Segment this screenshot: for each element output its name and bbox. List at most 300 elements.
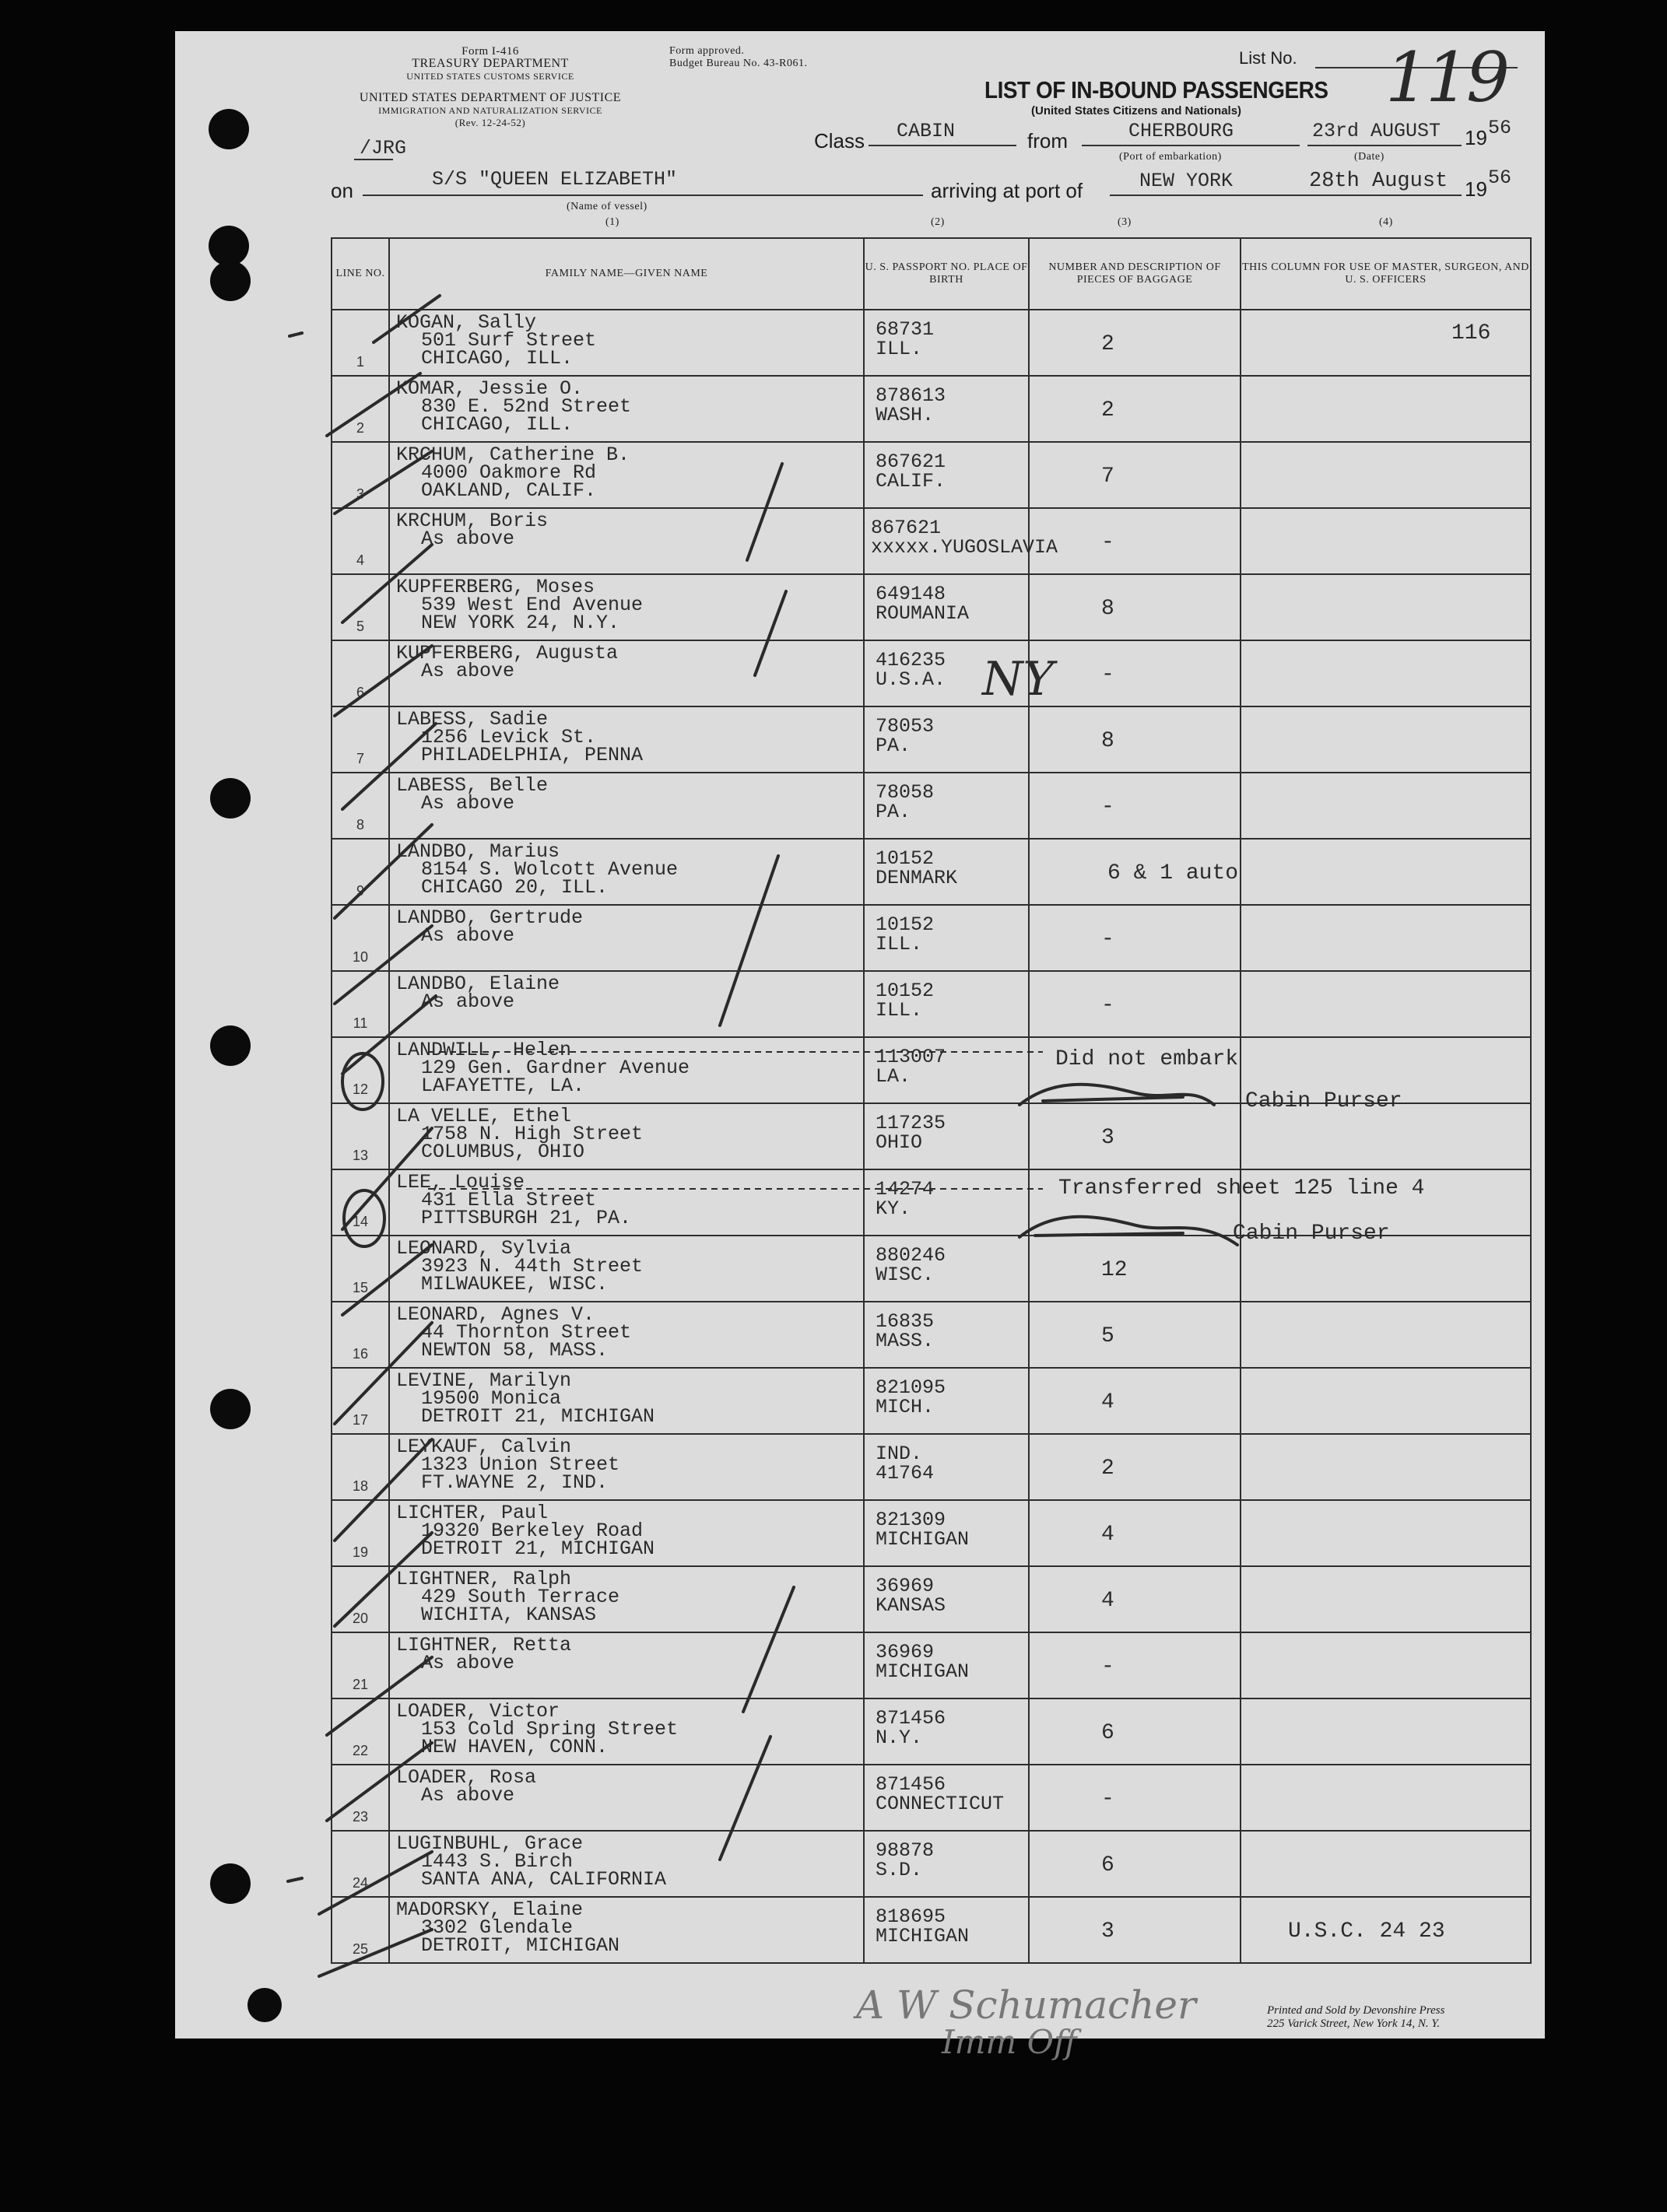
printer-info: [1267, 2004, 1444, 2031]
baggage-count: 6: [1101, 1853, 1114, 1877]
passenger-entry: [396, 1636, 571, 1672]
place-of-birth: U.S.A.: [876, 668, 946, 691]
passenger-entry: [396, 578, 643, 632]
line-number: 1: [356, 354, 364, 370]
baggage-count: 4: [1101, 1589, 1114, 1613]
col-1-caption: (1): [605, 216, 619, 228]
baggage-count: -: [1101, 927, 1114, 952]
form-title: LIST OF IN-BOUND PASSENGERS: [984, 76, 1328, 103]
line-number: 2: [356, 420, 364, 436]
table-row: [332, 971, 1531, 1037]
passenger-entry: [396, 443, 630, 502]
on-label: on: [331, 179, 353, 202]
passport-cell: [864, 1500, 1029, 1566]
passenger-name-cell: [389, 1897, 864, 1963]
class-value: CABIN: [897, 120, 956, 142]
passenger-name: KRCHUM, Catherine B.: [396, 443, 630, 466]
passport-entry: [876, 783, 934, 822]
passport-cell: [864, 1698, 1029, 1765]
baggage-count: 4: [1101, 1523, 1114, 1547]
table-row: [332, 706, 1531, 773]
passport-number: 68731: [876, 318, 935, 341]
passport-entry: [876, 981, 934, 1020]
baggage-cell: [1029, 1434, 1241, 1500]
table-row: [332, 1632, 1531, 1698]
binder-hole: [210, 261, 251, 301]
officer-cell: [1241, 773, 1531, 839]
passport-number: 880246: [876, 1244, 946, 1267]
ins-service: IMMIGRATION AND NATURALIZATION SERVICE: [378, 105, 602, 116]
officer-cell: [1241, 1698, 1531, 1765]
from-underline: [1082, 145, 1300, 146]
table-row: [332, 1765, 1531, 1831]
baggage-count: -: [1101, 663, 1114, 687]
passenger-name-cell: [389, 773, 864, 839]
line-number: 12: [352, 1081, 369, 1097]
passenger-address-2: CHICAGO, ILL.: [421, 347, 574, 370]
vessel-caption: (Name of vessel): [567, 201, 647, 212]
table-row: [332, 1698, 1531, 1765]
officer-note: U.S.C. 24 23: [1288, 1919, 1445, 1944]
baggage-count: 4: [1101, 1390, 1114, 1414]
arrival-date: 28th August: [1309, 170, 1448, 193]
line-number: 22: [352, 1743, 369, 1758]
passport-cell: [864, 1632, 1029, 1698]
line-number: 13: [352, 1148, 369, 1163]
line-number: 20: [352, 1611, 369, 1626]
passenger-name: LABESS, Sadie: [396, 708, 549, 731]
officer-cell: [1241, 839, 1531, 905]
line-number: 6: [356, 685, 364, 700]
passenger-name-cell: [389, 1698, 864, 1765]
passport-number: 821095: [876, 1376, 946, 1399]
passport-cell: [864, 508, 1058, 574]
line-number: 15: [352, 1280, 369, 1295]
passenger-address-1: 8154 S. Wolcott Avenue: [421, 858, 679, 881]
line-number-cell: [332, 1897, 389, 1963]
list-no-value: 119: [1385, 37, 1507, 117]
line-number-cell: [332, 376, 389, 442]
officer-cell: [1241, 508, 1531, 574]
passport-number: 14274: [876, 1178, 935, 1201]
baggage-count: 5: [1101, 1324, 1114, 1348]
binder-hole: [247, 1988, 282, 2022]
baggage-count: -: [1101, 994, 1114, 1018]
passenger-name: LOADER, Rosa: [396, 1766, 537, 1789]
from-label: from: [1027, 129, 1068, 152]
passport-cell: [864, 376, 1029, 442]
passenger-address-1: 431 Ella Street: [421, 1189, 597, 1211]
passport-cell: [864, 442, 1029, 508]
passport-entry: [876, 1709, 946, 1748]
passenger-address-1: As above: [421, 1784, 515, 1807]
passport-number: 818695: [876, 1905, 946, 1928]
passenger-name-cell: [389, 1169, 864, 1236]
arrival-port: NEW YORK: [1139, 170, 1234, 192]
passenger-entry: [396, 1041, 690, 1095]
passenger-name: LICHTER, Paul: [396, 1502, 549, 1524]
line-number-cell: [332, 905, 389, 971]
passenger-entry: [396, 774, 549, 815]
class-underline: [869, 145, 1016, 146]
passport-entry: [876, 1047, 946, 1086]
baggage-cell: [1029, 1368, 1241, 1434]
baggage-cell: [1029, 773, 1241, 839]
passport-number: 36969: [876, 1575, 935, 1597]
baggage-cell: [1029, 1566, 1241, 1632]
passenger-name: MADORSKY, Elaine: [396, 1898, 584, 1921]
binder-hole: [210, 778, 251, 819]
place-of-birth: MICHIGAN: [876, 1925, 970, 1947]
officer-cell: [1241, 706, 1531, 773]
table-row: [332, 574, 1531, 640]
passenger-name-cell: [389, 1434, 864, 1500]
place-of-birth: KANSAS: [876, 1594, 946, 1617]
justice-dept-block: [319, 92, 662, 129]
baggage-count: -: [1101, 531, 1114, 555]
passport-number: 113007: [876, 1046, 946, 1068]
passport-number: 878613: [876, 384, 946, 407]
passenger-entry: [396, 644, 618, 680]
place-of-birth: ILL.: [876, 999, 923, 1022]
passport-cell: [864, 1037, 1029, 1103]
passenger-address-2: LAFAYETTE, LA.: [421, 1074, 585, 1097]
passenger-address-2: COLUMBUS, OHIO: [421, 1141, 585, 1163]
place-of-birth: 41764: [876, 1462, 935, 1485]
table-row: [332, 1434, 1531, 1500]
passenger-address-1: 1323 Union Street: [421, 1453, 620, 1476]
place-of-birth: S.D.: [876, 1859, 923, 1881]
passenger-address-2: NEWTON 58, MASS.: [421, 1339, 609, 1362]
passport-number: IND.: [876, 1443, 923, 1465]
passenger-address-2: MILWAUKEE, WISC.: [421, 1273, 609, 1295]
passport-cell: [864, 773, 1029, 839]
passport-cell: [864, 1236, 1029, 1302]
form-header-left: [327, 45, 654, 82]
passenger-name: KRCHUM, Boris: [396, 510, 549, 532]
vessel-underline: [363, 195, 923, 196]
passport-cell: [864, 574, 1029, 640]
baggage-count: -: [1101, 1655, 1114, 1679]
form-number: Form I-416: [461, 45, 519, 58]
ny-handwritten: NY: [982, 652, 1055, 706]
passport-entry: [876, 452, 946, 491]
passport-cell: [864, 706, 1029, 773]
officer-cell: [1241, 640, 1531, 706]
baggage-cell: [1029, 1236, 1241, 1302]
passenger-entry: [396, 1303, 632, 1362]
baggage-count: 3: [1101, 1126, 1114, 1150]
passport-number: 867621: [871, 517, 942, 539]
table-row: [332, 508, 1531, 574]
place-of-birth: LA.: [876, 1065, 911, 1088]
passenger-entry: [396, 1766, 537, 1807]
line-number-cell: [332, 1566, 389, 1632]
officer-cell: [1241, 310, 1531, 376]
passenger-address-2: DETROIT 21, MICHIGAN: [421, 1405, 655, 1428]
date-underline: [1307, 145, 1462, 146]
officer-cell: [1241, 1368, 1531, 1434]
baggage-cell: [1029, 1831, 1241, 1897]
passenger-address-1: 19320 Berkeley Road: [421, 1520, 644, 1542]
baggage-cell: [1029, 376, 1241, 442]
line-number: 16: [352, 1346, 369, 1362]
passenger-address-1: 1256 Levick St.: [421, 726, 597, 748]
passenger-name: LANDBO, Elaine: [396, 973, 560, 995]
passport-cell: [864, 1897, 1029, 1963]
passport-entry: [876, 386, 946, 425]
place-of-birth: PA.: [876, 801, 911, 823]
departure-date: 23rd AUGUST: [1312, 120, 1441, 142]
baggage-count: 8: [1101, 597, 1114, 621]
passenger-address-2: DETROIT, MICHIGAN: [421, 1934, 620, 1957]
binder-hole: [210, 1025, 251, 1066]
place-of-birth: WASH.: [876, 404, 935, 426]
baggage-count: 2: [1101, 332, 1114, 356]
passport-entry: [876, 1180, 934, 1218]
officer-cell: [1241, 1831, 1531, 1897]
line-number-cell: [332, 1169, 389, 1236]
passenger-address-2: OAKLAND, CALIF.: [421, 479, 597, 502]
officer-note: 116: [1451, 321, 1491, 345]
passenger-address-1: 1758 N. High Street: [421, 1123, 644, 1145]
line-number: 19: [352, 1544, 369, 1560]
officer-cell: [1241, 1765, 1531, 1831]
passenger-entry: [396, 1570, 619, 1624]
did-not-embark-note: Did not embark: [1055, 1047, 1239, 1071]
col-header-baggage: NUMBER AND DESCRIPTION OF PIECES OF BAGGAGE: [1029, 238, 1241, 310]
passport-entry: [876, 1444, 934, 1483]
passenger-entry: [396, 1832, 667, 1891]
year-prefix: 19: [1465, 126, 1487, 149]
line-number: 25: [352, 1941, 369, 1957]
passport-entry: [876, 650, 946, 689]
passenger-name-cell: [389, 1037, 864, 1103]
baggage-count: 8: [1101, 729, 1114, 753]
line-number-cell: [332, 1302, 389, 1368]
passport-entry: [876, 1510, 969, 1549]
line-number: 5: [356, 619, 364, 634]
line-number-cell: [332, 971, 389, 1037]
table-row: [332, 1302, 1531, 1368]
passenger-name: LUGINBUHL, Grace: [396, 1832, 584, 1855]
passenger-address-1: As above: [421, 528, 515, 550]
baggage-cell: [1029, 1698, 1241, 1765]
passport-cell: [864, 1169, 1029, 1236]
customs-service: UNITED STATES CUSTOMS SERVICE: [406, 71, 574, 82]
passenger-entry: [396, 1504, 655, 1558]
passport-cell: [864, 310, 1029, 376]
passenger-address-2: SANTA ANA, CALIFORNIA: [421, 1868, 667, 1891]
passenger-entry: [396, 1173, 631, 1227]
line-number-cell: [332, 1103, 389, 1169]
place-of-birth: ILL.: [876, 933, 923, 955]
passenger-name: KUPFERBERG, Moses: [396, 576, 595, 598]
table-row: [332, 376, 1531, 442]
passenger-name-cell: [389, 971, 864, 1037]
col-3-caption: (3): [1118, 216, 1132, 228]
arrival-underline: [1110, 195, 1462, 196]
table-row: [332, 839, 1531, 905]
place-of-birth: MICHIGAN: [876, 1660, 970, 1683]
treasury-dept: TREASURY DEPARTMENT: [412, 57, 569, 70]
passenger-entry: [396, 1107, 643, 1161]
baggage-cell: [1029, 905, 1241, 971]
passport-entry: [876, 1642, 969, 1681]
approval-line1: Form approved.: [669, 45, 745, 57]
officer-cell: [1241, 1632, 1531, 1698]
line-number-cell: [332, 773, 389, 839]
officer-cell: [1241, 1434, 1531, 1500]
passenger-name-cell: [389, 1500, 864, 1566]
printer-line2: 225 Varick Street, New York 14, N. Y.: [1267, 2017, 1441, 2030]
passport-cell: [864, 1566, 1029, 1632]
baggage-count: 2: [1101, 398, 1114, 422]
line-number: 3: [356, 486, 364, 502]
place-of-birth: ROUMANIA: [876, 602, 970, 625]
col-header-officers: THIS COLUMN FOR USE OF MASTER, SURGEON, AND U. S. OFFICERS: [1241, 238, 1531, 310]
line-number: 21: [352, 1677, 369, 1692]
line-number-cell: [332, 1236, 389, 1302]
passenger-address-1: 501 Surf Street: [421, 329, 597, 352]
passenger-name: KUPFERBERG, Augusta: [396, 642, 619, 664]
col-header-passport: U. S. PASSPORT NO. PLACE OF BIRTH: [864, 238, 1029, 310]
baggage-count: 3: [1101, 1919, 1114, 1944]
officer-cell: [1241, 1500, 1531, 1566]
officer-cell: [1241, 1897, 1531, 1963]
baggage-cell: [1029, 971, 1241, 1037]
passport-cell: [864, 1765, 1029, 1831]
passport-entry: [876, 849, 957, 888]
place-of-birth: CONNECTICUT: [876, 1793, 1005, 1815]
passport-entry: [876, 584, 969, 623]
passenger-entry: [396, 1898, 620, 1957]
passenger-entry: [396, 1702, 678, 1756]
place-of-birth: ILL.: [876, 338, 923, 360]
passenger-name-cell: [389, 1566, 864, 1632]
table-row: [332, 640, 1531, 706]
passenger-name: LA VELLE, Ethel: [396, 1105, 572, 1127]
passport-cell: [864, 1302, 1029, 1368]
passport-number: 78053: [876, 715, 935, 738]
table-row: [332, 1897, 1531, 1963]
baggage-count: 6 & 1 auto: [1107, 861, 1239, 885]
passport-number: 98878: [876, 1839, 935, 1862]
line-number-cell: [332, 508, 389, 574]
passenger-entry: [396, 512, 548, 548]
passport-number: 10152: [876, 913, 935, 936]
baggage-cell: [1029, 706, 1241, 773]
passenger-entry: [396, 311, 597, 370]
passenger-name-cell: [389, 310, 864, 376]
line-number-cell: [332, 839, 389, 905]
place-of-birth: WISC.: [876, 1264, 935, 1286]
passenger-name-cell: [389, 640, 864, 706]
passenger-name: LANDWILL, Helen: [396, 1039, 572, 1061]
form-subtitle: (United States Citizens and Nationals): [1031, 104, 1242, 117]
line-number-cell: [332, 310, 389, 376]
baggage-count: 6: [1101, 1721, 1114, 1745]
passenger-name: KOMAR, Jessie O.: [396, 377, 584, 400]
passport-number: 649148: [876, 583, 946, 605]
passport-cell: [864, 1368, 1029, 1434]
passenger-address-2: PITTSBURGH 21, PA.: [421, 1207, 632, 1229]
passport-cell: [864, 1434, 1029, 1500]
baggage-count: 12: [1101, 1258, 1128, 1282]
place-of-birth: DENMARK: [876, 867, 958, 889]
line-number: 23: [352, 1809, 369, 1825]
baggage-cell: [1029, 1632, 1241, 1698]
passenger-name: LEYKAUF, Calvin: [396, 1436, 572, 1458]
baggage-cell: [1029, 1500, 1241, 1566]
passenger-address-1: 429 South Terrace: [421, 1586, 620, 1608]
passenger-name-cell: [389, 508, 864, 574]
line-number: 11: [353, 1015, 368, 1031]
baggage-count: -: [1101, 1787, 1114, 1811]
line-number: 14: [352, 1214, 369, 1229]
passenger-name-cell: [389, 1368, 864, 1434]
passenger-name-cell: [389, 905, 864, 971]
place-of-birth: PA.: [876, 734, 911, 757]
officer-cell: [1241, 574, 1531, 640]
passenger-entry: [396, 840, 679, 899]
passenger-address-1: 19500 Monica: [421, 1387, 562, 1410]
passport-number: 867621: [876, 450, 946, 473]
line-number-cell: [332, 1500, 389, 1566]
place-of-birth: CALIF.: [876, 470, 946, 493]
passenger-address-1: 1443 S. Birch: [421, 1850, 574, 1873]
passenger-name-cell: [389, 376, 864, 442]
line-number: 18: [352, 1478, 369, 1494]
passport-entry: [876, 1775, 1004, 1814]
place-of-birth: xxxxx.YUGOSLAVIA: [871, 536, 1058, 559]
table-header-row: [332, 238, 1531, 310]
passport-entry: [876, 1576, 946, 1615]
passport-number: 36969: [876, 1641, 935, 1663]
justice-dept: UNITED STATES DEPARTMENT OF JUSTICE: [359, 91, 622, 104]
passenger-name: LOADER, Victor: [396, 1700, 560, 1723]
passenger-name: LANDBO, Gertrude: [396, 906, 584, 929]
line-number: 7: [356, 751, 364, 766]
passport-number: 821309: [876, 1509, 946, 1531]
line-number-cell: [332, 574, 389, 640]
officer-cell: [1241, 442, 1531, 508]
passport-cell: [864, 1103, 1029, 1169]
table-row: [332, 773, 1531, 839]
table-row: [332, 1831, 1531, 1897]
table-row: [332, 1566, 1531, 1632]
passenger-address-1: As above: [421, 660, 515, 682]
col-header-name: FAMILY NAME—GIVEN NAME: [389, 238, 864, 310]
line-number-cell: [332, 1698, 389, 1765]
passenger-address-1: As above: [421, 924, 515, 947]
passenger-address-2: CHICAGO 20, ILL.: [421, 876, 609, 899]
col-header-line: LINE NO.: [332, 238, 389, 310]
baggage-cell: [1029, 1897, 1241, 1963]
line-number-cell: [332, 1434, 389, 1500]
passenger-name-cell: [389, 839, 864, 905]
baggage-count: 2: [1101, 1457, 1114, 1481]
passport-number: 10152: [876, 980, 935, 1002]
passport-number: 416235: [876, 649, 946, 671]
line-number-cell: [332, 706, 389, 773]
baggage-count: 7: [1101, 464, 1114, 489]
line-number-cell: [332, 1037, 389, 1103]
initials-underline: [354, 159, 393, 160]
passport-number: 117235: [876, 1112, 946, 1134]
passenger-address-2: PHILADELPHIA, PENNA: [421, 744, 644, 766]
passenger-address-2: DETROIT 21, MICHIGAN: [421, 1537, 655, 1560]
